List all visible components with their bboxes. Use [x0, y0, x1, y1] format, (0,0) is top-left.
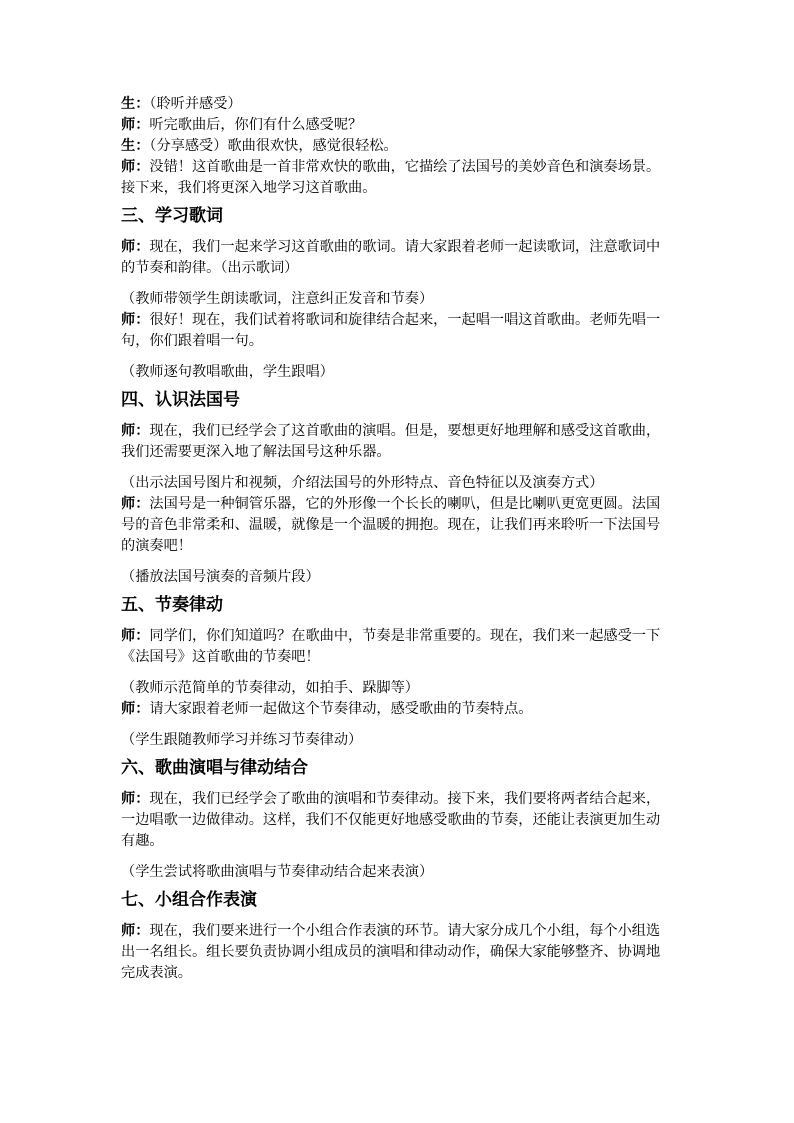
speaker-label: 师： [121, 423, 150, 439]
stage-note: （播放法国号演奏的音频片段） [121, 569, 320, 585]
dialogue-line [121, 921, 673, 984]
stage-note: （教师逐句教唱歌曲，学生跟唱） [121, 364, 334, 380]
speaker-label: 师： [121, 791, 150, 807]
dialogue-line [121, 494, 673, 557]
dialogue-text: 请大家跟着老师一起做这个节奏律动，感受歌曲的节奏特点。 [149, 701, 533, 717]
section-heading: 三、学习歌词 [121, 206, 223, 226]
dialogue-line [121, 115, 673, 136]
section-heading: 五、节奏律动 [121, 595, 223, 615]
stage-note: （出示法国号图片和视频，介绍法国号的外形特点、音色特征以及演奏方式） [121, 475, 604, 491]
stage-note: （教师示范简单的节奏律动，如拍手、跺脚等） [121, 680, 419, 696]
speaker-label: 师： [121, 628, 150, 644]
dialogue-text: 现在，我们已经学会了歌曲的演唱和节奏律动。接下来，我们要将两者结合起来，一边唱歌一边做律动。这样，我们不仅能更好地感受歌曲的节奏，还能让表演更加生动有趣。 [121, 791, 661, 849]
dialogue-text: 现在，我们要来进行一个小组合作表演的环节。请大家分成几个小组，每个小组选出一名组长。组长要负责协调小组成员的演唱和律动动作，确保大家能够整齐、协调地完成表演。 [121, 923, 661, 981]
dialogue-line [121, 699, 673, 720]
stage-note: （学生尝试将歌曲演唱与节奏律动结合起来表演） [121, 864, 434, 880]
dialogue-line [121, 310, 673, 352]
dialogue-line [121, 237, 673, 279]
dialogue-line [121, 789, 673, 852]
document-page [121, 94, 673, 984]
dialogue-text: 现在，我们一起来学习这首歌曲的歌词。请大家跟着老师一起读歌词，注意歌词中的节奏和韵律。（出示歌词） [121, 239, 661, 276]
speaker-label: 师： [121, 312, 150, 328]
dialogue-line [121, 157, 673, 199]
dialogue-line [121, 94, 673, 115]
speaker-label: 生： [121, 96, 150, 112]
dialogue-text: 很好！现在，我们试着将歌词和旋律结合起来，一起唱一唱这首歌曲。老师先唱一句，你们跟着唱一句。 [121, 312, 661, 349]
speaker-label: 师： [121, 239, 150, 255]
speaker-label: 师： [121, 701, 150, 717]
dialogue-text: 法国号是一种铜管乐器，它的外形像一个长长的喇叭，但是比喇叭更宽更圆。法国号的音色非常柔和、温暖，就像是一个温暖的拥抱。现在，让我们再来聆听一下法国号的演奏吧！ [121, 496, 661, 554]
section-heading: 七、小组合作表演 [121, 890, 257, 910]
speaker-label: 生： [121, 138, 150, 154]
speaker-label: 师： [121, 117, 150, 133]
dialogue-text: 没错！这首歌曲是一首非常欢快的歌曲，它描绘了法国号的美妙音色和演奏场景。接下来，我们将更深入地学习这首歌曲。 [121, 159, 661, 196]
speaker-label: 师： [121, 923, 150, 939]
speaker-label: 师： [121, 159, 150, 175]
dialogue-text: （分享感受）歌曲很欢快，感觉很轻松。 [149, 138, 398, 154]
stage-note: （学生跟随教师学习并练习节奏律动） [121, 732, 363, 748]
dialogue-text: 现在，我们已经学会了这首歌曲的演唱。但是，要想更好地理解和感受这首歌曲，我们还需要更深入地了解法国号这种乐器。 [121, 423, 661, 460]
section-heading: 四、认识法国号 [121, 390, 240, 410]
dialogue-line [121, 421, 673, 463]
dialogue-text: 同学们，你们知道吗？在歌曲中，节奏是非常重要的。现在，我们来一起感受一下《法国号》这首歌曲的节奏吧！ [121, 628, 661, 665]
dialogue-line [121, 136, 673, 157]
section-heading: 六、歌曲演唱与律动结合 [121, 758, 308, 778]
stage-note: （教师带领学生朗读歌词，注意纠正发音和节奏） [121, 291, 434, 307]
dialogue-line [121, 626, 673, 668]
speaker-label: 师： [121, 496, 150, 512]
dialogue-text: 听完歌曲后，你们有什么感受呢？ [149, 117, 363, 133]
dialogue-text: （聆听并感受） [149, 96, 242, 112]
